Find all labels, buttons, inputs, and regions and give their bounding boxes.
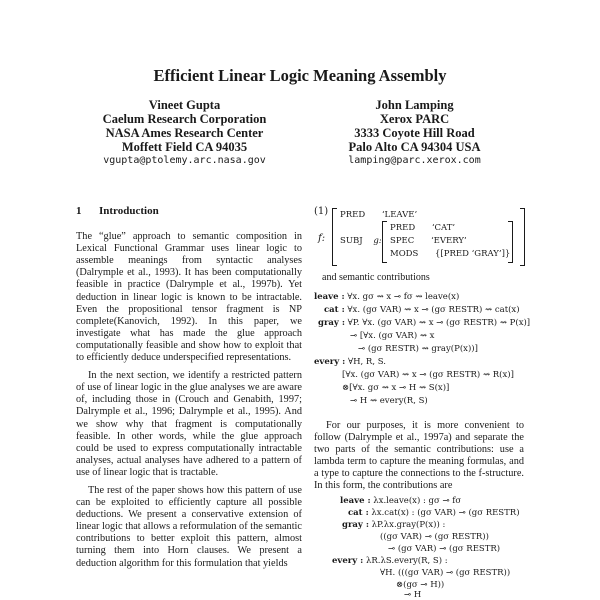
author-block-2 <box>322 98 507 168</box>
section-title: Introduction <box>99 205 159 217</box>
author-block-1 <box>92 98 277 168</box>
section-number: 1 <box>76 205 82 217</box>
author-address: Palo Alto CA 94304 USA <box>348 140 481 154</box>
contribution-line: ⊸ H ⇝ every(R, S) <box>350 396 428 406</box>
fs-subj-row <box>340 236 382 246</box>
fs-inner-row: PRED ‘CAT’ <box>390 223 456 233</box>
section-heading <box>76 205 302 217</box>
lambda-line: gray : λP.λx.gray(P(x)) : <box>342 520 446 530</box>
left-column <box>76 205 302 576</box>
fstructure-f-label: f: <box>318 233 326 244</box>
paragraph: For our purposes, it is more convenient to follow (Dalrymple et al., 1997a) and separate the two parts of the semantic contributions: use a lambda term to capture the meaning formulas, and a type to capture the connections to the f-structure. In this form, the contributions are <box>314 420 524 492</box>
author-email: vgupta@ptolemy.arc.nasa.gov <box>103 155 266 166</box>
lambda-line: every : λR.λS.every(R, S) : <box>332 556 448 566</box>
author-email: lamping@parc.xerox.com <box>348 155 481 166</box>
fs-pred-row <box>340 210 417 220</box>
contribution-line: ⊸ [∀x. (gσ VAR) ⇝ x <box>350 331 435 341</box>
attr: PRED <box>340 210 366 220</box>
inner-bracket-left <box>382 221 387 263</box>
fstructure-g-label: g: <box>373 236 382 246</box>
author-org: NASA Ames Research Center <box>105 126 264 140</box>
lambda-line: cat : λx.cat(x) : (gσ VAR) ⊸ (gσ RESTR) <box>348 508 520 518</box>
paragraph: The “glue” approach to semantic composition in Lexical Functional Grammar uses linear logic to assemble meanings from syntactic analyses (Dalrymple et al., 1993). It has been computationally feasible in practice (Dalrymple et al., 1997b). Yet deduction in linear logic is known to be intractable. Even the propositional tensor fragment is NP complete(Kanovich, 1992). In this paper, we investigate what has made the glue approach computationally feasible and show how to exploit that to efficiently deduce underspecified representations. <box>76 231 302 364</box>
author-address: Moffett Field CA 94035 <box>121 140 248 154</box>
example-number: (1) <box>314 206 329 217</box>
contribution-line: every : ∀H, R, S. <box>314 357 386 367</box>
outer-bracket-right <box>520 208 525 266</box>
paragraph: In the next section, we identify a restricted pattern of use of linear logic in the glue analyses we are aware of, including those in (Crouch and Genabith, 1997; Dalrymple et al., 1996; Dalrymple et al., 1995). And we show why that fragment is computationally feasible. In other words, while the glue approach could be used to express computationally intractable analyses, actual analyses have adhered to a pattern of use of linear logic that is tractable. <box>76 370 302 478</box>
lambda-line: ((gσ VAR) ⊸ (gσ RESTR)) <box>380 532 489 542</box>
outer-bracket-left <box>332 208 337 266</box>
contribution-line: gray : ∀P. ∀x. (gσ VAR) ⇝ x ⊸ (gσ RESTR) ⇝ P(x)] <box>318 318 531 328</box>
author-affiliation: Caelum Research Corporation <box>102 112 267 126</box>
lambda-line: ⊗(gσ ⊸ H)) <box>396 580 445 590</box>
contribution-line: [∀x. (gσ VAR) ⇝ x ⊸ (gσ RESTR) ⇝ R(x)] <box>342 370 514 380</box>
lambda-line: ⊸ (gσ VAR) ⊸ (gσ RESTR) <box>388 544 501 554</box>
fs-inner-row: MODS {[PRED ‘GRAY’]} <box>390 249 511 259</box>
author-name: Vineet Gupta <box>148 98 221 112</box>
lambda-line: ∀H. (((gσ VAR) ⊸ (gσ RESTR)) <box>380 568 511 578</box>
author-name: John Lamping <box>375 98 454 112</box>
fs-inner-row: SPEC ‘EVERY’ <box>390 236 467 246</box>
contribution-line: cat : ∀x. (gσ VAR) ⇝ x ⊸ (gσ RESTR) ⇝ cat(x) <box>324 305 520 315</box>
lambda-line: leave : λx.leave(x) : gσ ⊸ fσ <box>340 496 462 506</box>
value: ‘LEAVE’ <box>381 210 418 220</box>
author-org: 3333 Coyote Hill Road <box>354 126 475 140</box>
contribution-line: ⊗[∀x. gσ ⇝ x ⊸ H ⇝ S(x)] <box>342 383 450 393</box>
paragraph: The rest of the paper shows how this pattern of use can be exploited to efficiently capture all possible deductions. We present a conservative extension of linear logic that allows a reformulation of the semantic contributions to better exploit this pattern, almost turning them into Horn clauses. We present a deduction algorithm for this formulation that yields <box>76 484 302 569</box>
contribution-line: ⊸ (gσ RESTR) ⇝ gray(P(x))] <box>358 344 478 354</box>
right-paragraph-container <box>314 420 524 499</box>
contribution-line: leave : ∀x. gσ ⇝ x ⊸ fσ ⇝ leave(x) <box>314 292 460 302</box>
attr: SUBJ <box>340 236 363 246</box>
semantic-intro: and semantic contributions <box>322 272 430 283</box>
author-affiliation: Xerox PARC <box>379 112 450 126</box>
lambda-line: ⊸ H <box>404 590 422 600</box>
paper-title: Efficient Linear Logic Meaning Assembly <box>153 66 447 85</box>
